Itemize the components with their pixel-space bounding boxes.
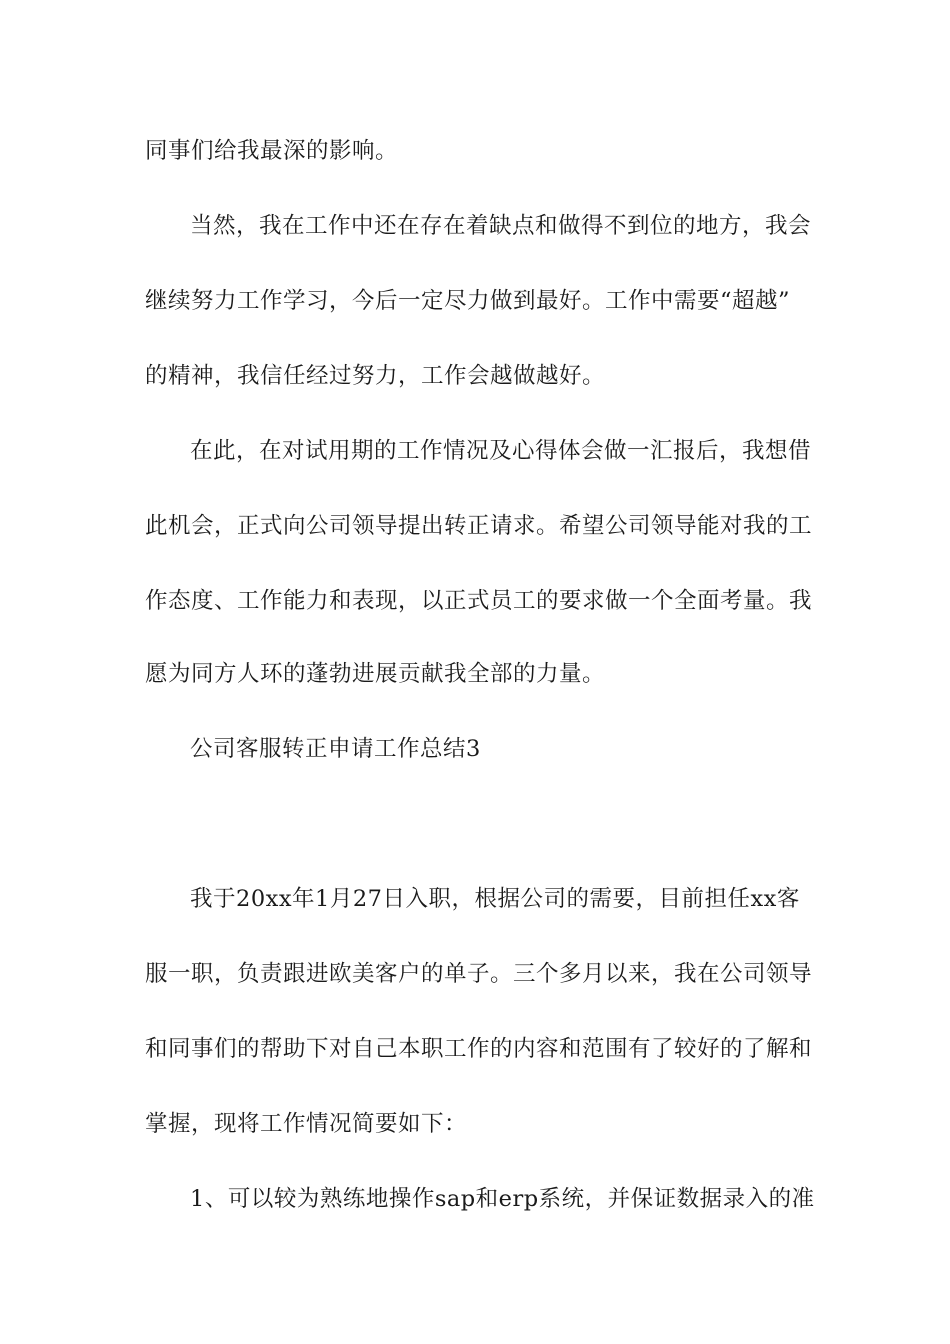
section-heading: 公司客服转正申请工作总结3: [190, 736, 481, 762]
paragraph-line: 服一职，负责跟进欧美客户的单子。三个多月以来，我在公司领导: [145, 961, 813, 987]
paragraph-line: 在此，在对试用期的工作情况及心得体会做一汇报后，我想借: [190, 438, 812, 464]
paragraph-line: 愿为同方人环的蓬勃进展贡献我全部的力量。: [145, 661, 606, 687]
paragraph-line: 的精神，我信任经过努力，工作会越做越好。: [145, 363, 606, 389]
paragraph-line: 同事们给我最深的影响。: [145, 138, 399, 164]
paragraph-line: 当然，我在工作中还在存在着缺点和做得不到位的地方，我会: [190, 213, 812, 239]
paragraph-line: 继续努力工作学习，今后一定尽力做到最好。工作中需要“超越”: [145, 288, 791, 314]
paragraph-line: 我于20xx年1月27日入职，根据公司的需要，目前担任xx客: [190, 886, 800, 912]
paragraph-line: 作态度、工作能力和表现，以正式员工的要求做一个全面考量。我: [145, 588, 813, 614]
paragraph-line: 掌握，现将工作情况简要如下：: [145, 1111, 468, 1137]
list-item-line: 1、可以较为熟练地操作sap和erp系统，并保证数据录入的准: [190, 1186, 815, 1212]
paragraph-line: 此机会，正式向公司领导提出转正请求。希望公司领导能对我的工: [145, 513, 813, 539]
paragraph-line: 和同事们的帮助下对自己本职工作的内容和范围有了较好的了解和: [145, 1036, 813, 1062]
